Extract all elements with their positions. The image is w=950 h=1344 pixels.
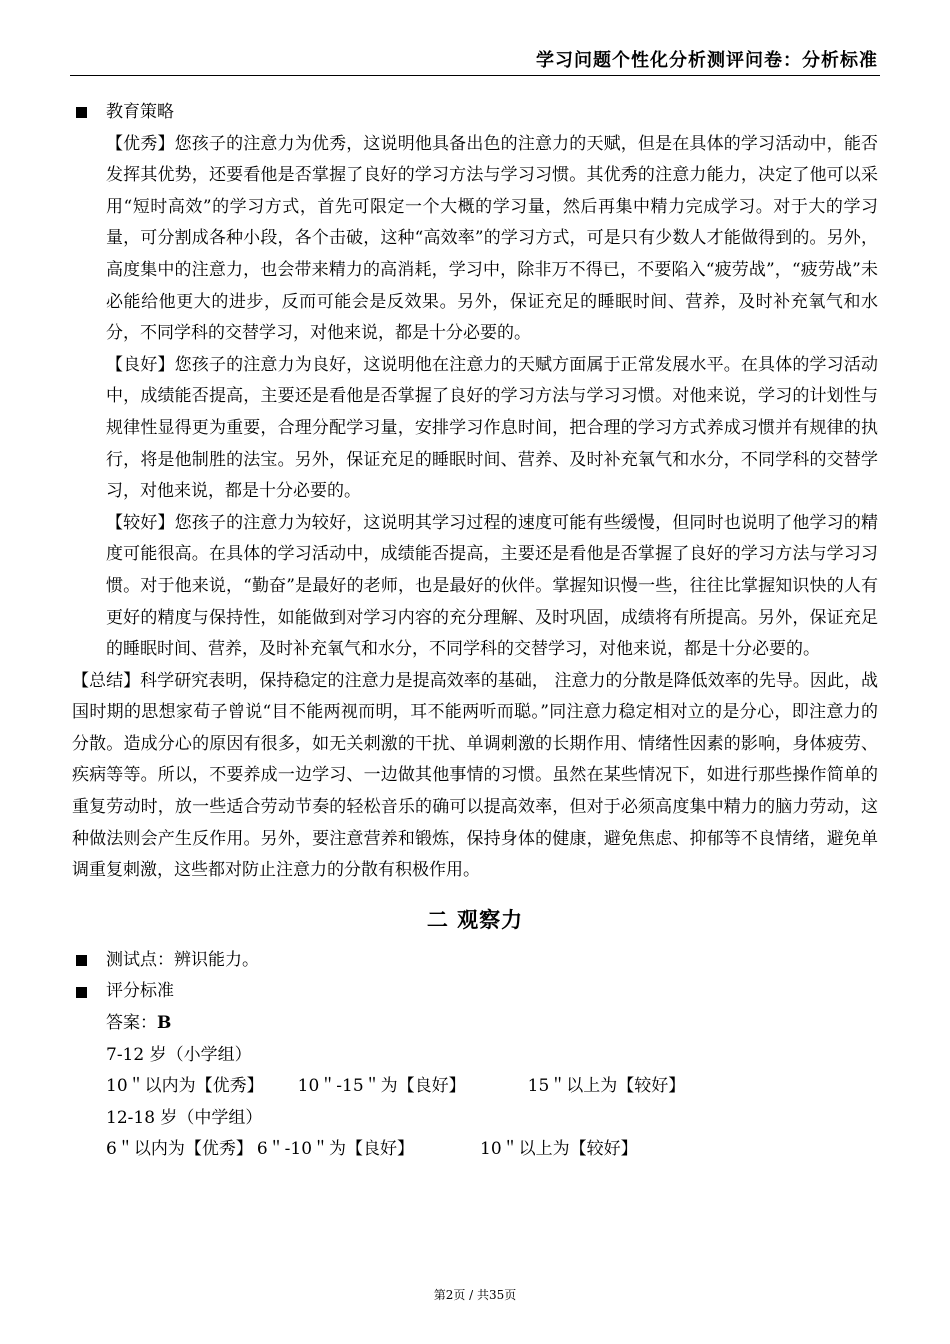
group1-levels [106,1071,878,1103]
answer-value: B [157,1013,172,1034]
group1-label: 7-12 岁（小学组） [106,1044,252,1065]
strategy-paragraph-fair: 【较好】您孩子的注意力为较好，这说明其学习过程的速度可能有些缓慢，但同时也说明了他学习的精度可能很高。在具体的学习活动中，成绩能否提高，主要还是看他是否掌握了良好的学习方法与学习习惯。对于他来说，“勤奋”是最好的老师，也是最好的伙伴。掌握知识慢一些，往往比掌握知识快的人有更好的精度与保持性，如能做到对学习内容的充分理解、及时巩固，成绩将有所提高。另外，保证充足的睡眠时间、营养，及时补充氧气和水分，不同学科的交替学习，对他来说，都是十分必要的。 [106,512,878,660]
group2-levels [106,1134,878,1166]
answer-label: 答案： [106,1013,157,1034]
group2-level-fair: 10＂以上为【较好】 [480,1139,638,1160]
bullet-item-scoring [72,976,878,1008]
group1-level-fair: 15＂以上为【较好】 [527,1076,686,1097]
strategy-paragraph-excellent: 【优秀】您孩子的注意力为优秀，这说明他具备出色的注意力的天赋，但是在具体的学习活动中，能否发挥其优势，还要看他是否掌握了良好的学习方法与学习习惯。其优秀的注意力能力，决定了他可以采用“短时高效”的学习方式，首先可限定一个大概的学习量，然后再集中精力完成学习。对于大的学习量，可分割成各种小段，各个击破，这种“高效率”的学习方式，可是只有少数人才能做得到的。另外，高度集中的注意力，也会带来精力的高消耗，学习中，除非万不得已，不要陷入“疲劳战”，“疲劳战”未必能给他更大的进步，反而可能会是反效果。另外，保证充足的睡眠时间、营养，及时补充氧气和水分，不同学科的交替学习，对他来说，都是十分必要的。 [106,133,878,344]
scoring-heading: 评分标准 [106,981,174,1002]
group2-label: 12-18 岁（中学组） [106,1107,263,1128]
group1-level-excellent: 10＂以内为【优秀】 [106,1076,264,1097]
strategy-heading: 教育策略 [106,102,174,122]
answer-line [106,1008,878,1040]
bullet-item-strategy [72,97,878,129]
document-header-title: 学习问题个性化分析测评问卷：分析标准 [536,50,878,71]
square-bullet-icon [76,107,87,118]
group2-level-excellent: 6＂以内为【优秀】 [106,1139,253,1160]
page-content [72,97,878,1166]
section-title-observation: 二 观察力 [426,907,524,932]
group2-level-good: 6＂-10＂为【良好】 [256,1139,415,1160]
group1-level-good: 10＂-15＂为【良好】 [297,1076,466,1097]
square-bullet-icon [76,955,87,966]
strategy-paragraph-good: 【良好】您孩子的注意力为良好，这说明他在注意力的天赋方面属于正常发展水平。在具体的学习活动中，成绩能否提高，主要还是看他是否掌握了良好的学习方法与学习习惯。对他来说，学习的计划性与规律性显得更为重要，合理分配学习量，安排学习作息时间，把合理的学习方式养成习惯并有规律的执行，将是他制胜的法宝。另外，保证充足的睡眠时间、营养、及时补充氧气和水分，不同学科的交替学习，对他来说，都是十分必要的。 [106,354,878,502]
square-bullet-icon [76,987,87,998]
page-footer: 第2页 / 共35页 [433,1288,517,1302]
summary-paragraph: 【总结】科学研究表明，保持稳定的注意力是提高效率的基础， 注意力的分散是降低效率的先导。因此，战国时期的思想家荀子曾说“目不能两视而明，耳不能两听而聪。”同注意力稳定相对立的是分心，即注意力的分散。造成分心的原因有很多，如无关刺激的干扰、单调刺激的长期作用、情绪性因素的影响，身体疲劳、疾病等等。所以，不要养成一边学习、一边做其他事情的习惯。虽然在某些情况下，如进行那些操作简单的重复劳动时，放一些适合劳动节奏的轻松音乐的确可以提高效率，但对于必须高度集中精力的脑力劳动，这种做法则会产生反作用。另外，要注意营养和锻炼，保持身体的健康，避免焦虑、抑郁等不良情绪，避免单调重复刺激，这些都对防止注意力的分散有积极作用。 [72,670,878,881]
header-divider [70,75,880,76]
test-point-text: 测试点：辨识能力。 [106,949,259,970]
bullet-item-test-point [72,945,878,977]
